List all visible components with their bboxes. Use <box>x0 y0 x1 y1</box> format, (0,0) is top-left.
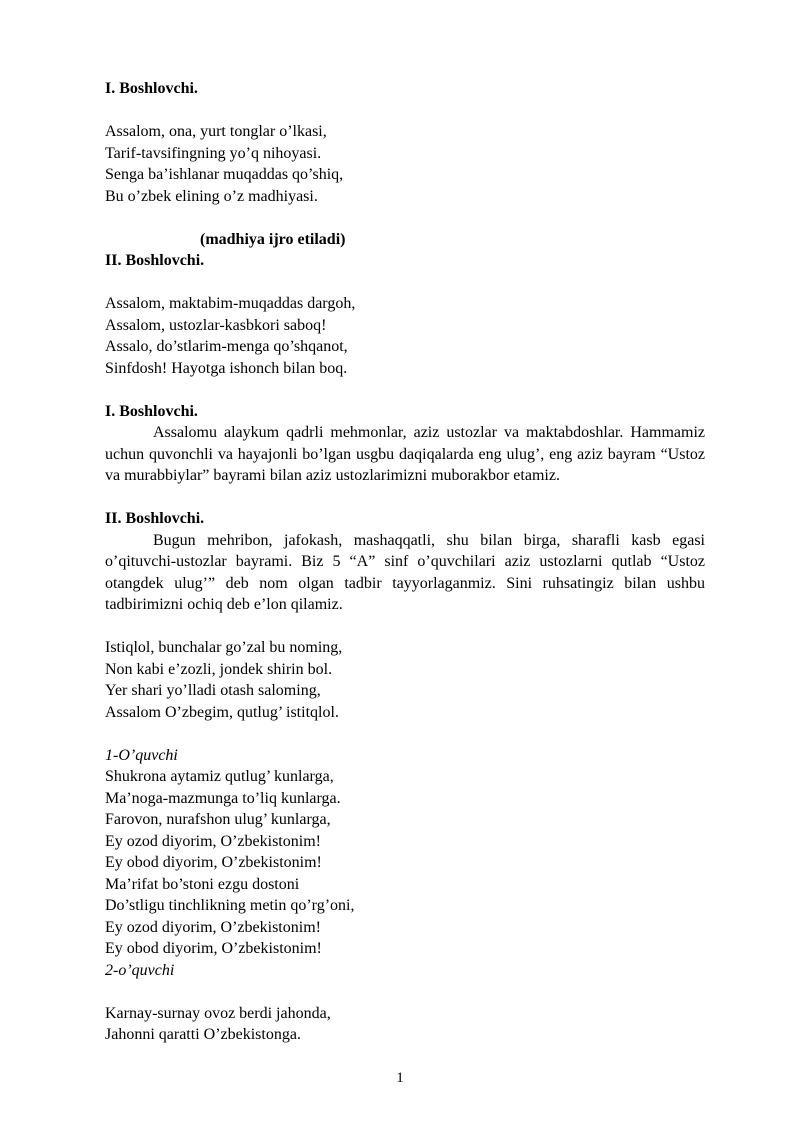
verse-line: Assalom, ona, yurt tonglar o’lkasi, <box>105 123 327 140</box>
verse-line: Bu o’zbek elining o’z madhiyasi. <box>105 187 318 205</box>
stage-direction: (madhiya ijro etiladi) <box>200 230 346 248</box>
verse-line: Assalo, do’stlarim-menga qo’shqanot, <box>105 338 348 355</box>
heading-boshlovchi-1b: I. Boshlovchi. <box>105 402 198 420</box>
speaker-label-1: 1-O’quvchi <box>105 746 178 764</box>
blank-line <box>105 616 705 638</box>
verse-line: Ma’noga-mazmunga to’liq kunlarga. <box>105 789 341 807</box>
verse-line: Sinfdosh! Hayotga ishonch bilan boq. <box>105 359 348 377</box>
blank-line <box>105 100 705 122</box>
heading-boshlovchi-2b: II. Boshlovchi. <box>105 510 205 527</box>
document-content <box>105 78 705 1046</box>
speaker-label-2: 2-o’quvchi <box>105 961 175 979</box>
verse-line: Farovon, nurafshon ulug’ kunlarga, <box>105 811 331 828</box>
blank-line <box>105 723 705 745</box>
verse-line: Assalom, maktabim-muqaddas dargoh, <box>105 295 356 312</box>
paragraph: Bugun mehribon, jafokash, mashaqqatli, shu bilan birga, sharafli kasb egasi o’qituvchi-ustozlar bayrami. Biz 5 “A” sinf o’quvchilari aziz ustozlarni qutlab “Ustoz otangdek ulug’” deb nom olgan tadbir tayyorlaganmiz. Sini ruhsatingiz bilan ushbu tadbirimizni ochiq deb e’lon qilamiz. <box>105 531 705 613</box>
verse-line: Ey ozod diyorim, O’zbekistonim! <box>105 832 321 850</box>
verse-line: Yer shari yo’lladi otash saloming, <box>105 682 321 699</box>
blank-line <box>105 981 705 1003</box>
verse-line: Karnay-surnay ovoz berdi jahonda, <box>105 1004 331 1022</box>
heading-boshlovchi-2a: II. Boshlovchi. <box>105 252 205 269</box>
verse-line: Assalom, ustozlar-kasbkori saboq! <box>105 316 327 334</box>
blank-line <box>105 379 705 401</box>
verse-line: Ma’rifat bo’stoni ezgu dostoni <box>105 875 300 893</box>
paragraph: Assalomu alaykum qadrli mehmonlar, aziz ustozlar va maktabdoshlar. Hammamiz uchun quvonchli va hayajonli bo’lgan usgbu daqiqalarda eng ulug’, eng aziz bayram “Ustoz va murabbiylar” bayrami bilan aziz ustozlarimizni muborakbor etamiz. <box>105 424 705 484</box>
verse-line: Do’stligu tinchlikning metin qo’rg’oni, <box>105 897 355 914</box>
verse-line: Ey ozod diyorim, O’zbekistonim! <box>105 918 321 936</box>
page-number: 1 <box>396 1070 404 1086</box>
verse-line: Shukrona aytamiz qutlug’ kunlarga, <box>105 768 334 785</box>
verse-line: Senga ba’ishlanar muqaddas qo’shiq, <box>105 166 344 183</box>
verse-line: Istiqlol, bunchalar go’zal bu noming, <box>105 639 343 656</box>
heading-boshlovchi-1a: I. Boshlovchi. <box>105 80 198 97</box>
blank-line <box>105 207 705 229</box>
verse-line: Tarif-tavsifingning yo’q nihoyasi. <box>105 144 322 162</box>
verse-line: Jahonni qaratti O’zbekistonga. <box>105 1026 301 1043</box>
blank-line <box>105 487 705 509</box>
verse-line: Ey obod diyorim, O’zbekistonim! <box>105 854 322 871</box>
verse-line: Non kabi e’zozli, jondek shirin bol. <box>105 660 333 678</box>
verse-line: Ey obod diyorim, O’zbekistonim! <box>105 940 322 957</box>
verse-line: Assalom O’zbegim, qutlug’ istitqlol. <box>105 703 339 721</box>
blank-line <box>105 272 705 294</box>
